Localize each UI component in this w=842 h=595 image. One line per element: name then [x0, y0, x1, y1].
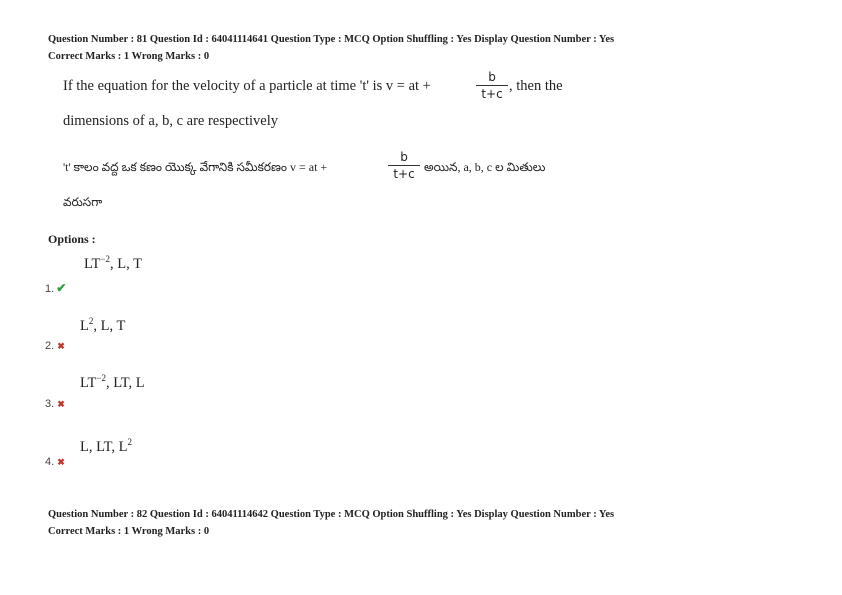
fraction-bar — [476, 85, 508, 86]
velocity-fraction-telugu — [388, 150, 420, 181]
fraction-numerator: b — [488, 70, 496, 84]
question-text-telugu-line1: 't' కాలం వద్ద ఒక కణం యొక్క వేగానికి సమీకరణం v = at + — [63, 160, 328, 174]
option-1-text: $LT^{-2}$, L, T — [84, 254, 142, 272]
option-2-number: 2. ✖ — [45, 340, 65, 352]
option-4-number: 4. ✖ — [45, 456, 65, 468]
fraction-denominator: t+c — [393, 167, 415, 181]
option-2-text: $L^2$, L, T — [80, 316, 126, 334]
question-82-header: Question Number : 82 Question Id : 64041114642 Question Type : MCQ Option Shuffling : Yes Display Question Number : Yes — [48, 509, 615, 520]
question-text-english-line2: dimensions of a, b, c are respectively — [63, 113, 279, 129]
question-text-telugu-after-fraction: అయిన, a, b, c ల మితులు — [424, 160, 546, 174]
velocity-fraction-english — [476, 70, 508, 101]
options-label: Options : — [48, 232, 96, 246]
question-text-before-fraction: If the equation for the velocity of a particle at time 't' is v = at + — [63, 78, 431, 94]
question-81-header: Question Number : 81 Question Id : 64041114641 Question Type : MCQ Option Shuffling : Yes Display Question Number : Yes — [48, 34, 615, 45]
question-text-telugu-line2: వరుసగా — [63, 195, 103, 209]
cross-icon: ✖ — [57, 341, 65, 351]
fraction-denominator: t+c — [481, 87, 503, 101]
question-text-after-fraction: , then the — [509, 78, 563, 94]
question-text-english-line1 — [63, 78, 431, 95]
option-3-number: 3. ✖ — [45, 398, 65, 410]
option-4-text: L, LT, $L^2$ — [80, 437, 133, 455]
fraction-numerator: b — [400, 150, 408, 164]
question-82-marks: Correct Marks : 1 Wrong Marks : 0 — [48, 526, 210, 537]
check-icon: ✔ — [56, 281, 67, 295]
cross-icon: ✖ — [57, 457, 65, 467]
option-3-text: $LT^{-2}$, LT, L — [80, 373, 145, 391]
question-81-marks: Correct Marks : 1 Wrong Marks : 0 — [48, 51, 210, 62]
cross-icon: ✖ — [57, 399, 65, 409]
fraction-bar — [388, 165, 420, 166]
option-1-number: 1. ✔ — [45, 281, 67, 295]
